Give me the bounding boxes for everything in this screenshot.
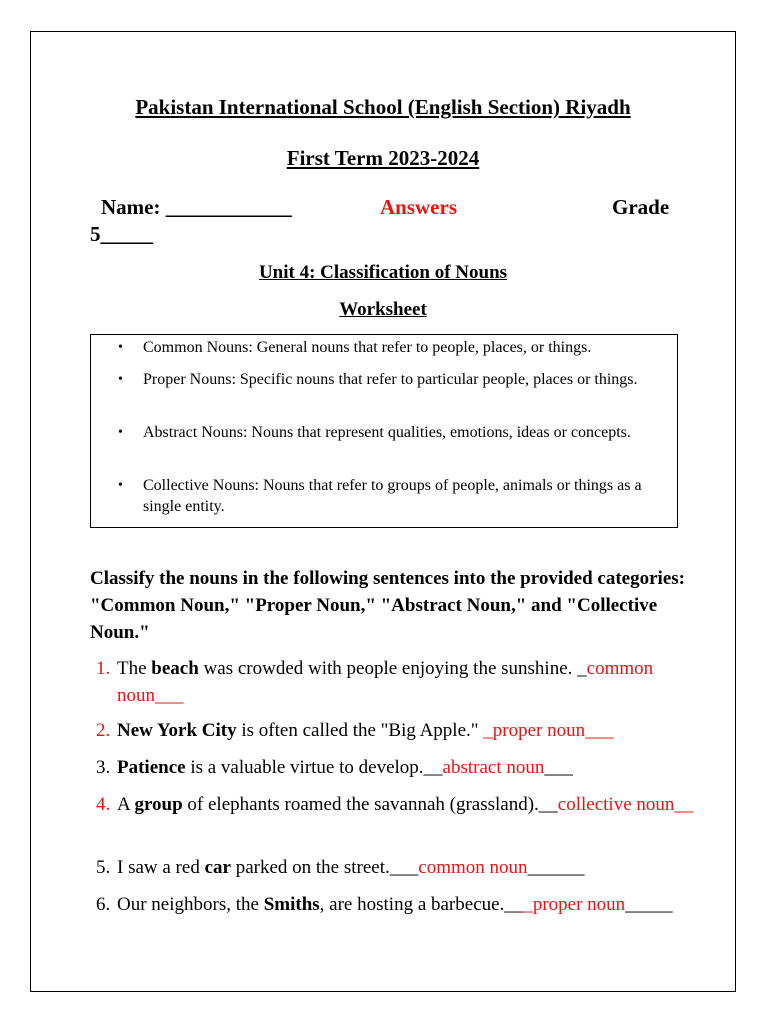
question-answer: common noun___: [117, 658, 654, 706]
definition-item: [118, 423, 663, 444]
definition-text: Proper Nouns: Specific nouns that refer to particular people, places or things.: [143, 371, 638, 388]
definitions-box: [90, 334, 678, 528]
question-text: [117, 655, 717, 709]
question-prefix: The: [117, 658, 152, 679]
definition-item: [118, 476, 663, 517]
definition-item: [118, 370, 663, 391]
bullet-icon: •: [118, 372, 123, 387]
question-noun: Smiths: [263, 894, 320, 915]
question-answer: abstract noun: [442, 757, 545, 778]
question-prefix: A: [117, 794, 135, 815]
question-tail: ___: [544, 757, 573, 778]
grade-value: 5_____: [90, 222, 153, 246]
question-rest: is often called the "Big Apple.": [236, 720, 484, 741]
unit-title: Unit 4: Classification of Nouns: [258, 262, 508, 283]
question-text: [117, 791, 717, 818]
question-answer: _proper noun: [523, 894, 626, 915]
question-text: [117, 717, 717, 744]
question-number: 4.: [96, 794, 111, 815]
question-noun: beach: [151, 658, 199, 679]
bullet-icon: •: [118, 425, 123, 440]
question-number: 2.: [96, 720, 111, 741]
bullet-icon: •: [118, 340, 123, 355]
definition-text: Collective Nouns: Nouns that refer to groups of people, animals or things as a single entity.: [143, 477, 642, 515]
question-number: 3.: [96, 757, 111, 778]
term-title: First Term 2023-2024: [286, 146, 480, 170]
question-answer: common noun: [418, 857, 528, 878]
question-answer: _proper noun___: [483, 720, 614, 741]
question-tail: _____: [625, 894, 673, 915]
question-text: [117, 754, 717, 781]
definition-item: [118, 338, 663, 359]
school-title: Pakistan International School (English Section) Riyadh: [135, 95, 631, 119]
question-noun: Patience: [117, 757, 186, 778]
question-prefix: Our neighbors, the: [117, 894, 264, 915]
question-tail: ______: [527, 857, 585, 878]
worksheet-title: Worksheet: [339, 299, 427, 320]
question-answer: collective noun__: [557, 794, 694, 815]
instructions: Classify the nouns in the following sentences into the provided categories: "Common Noun," "Proper Noun," "Abstract Noun," and "Collective Noun.": [90, 568, 685, 643]
question-rest: parked on the street.___: [230, 857, 419, 878]
definition-text: Common Nouns: General nouns that refer to people, places, or things.: [143, 339, 592, 356]
answers-label: Answers: [380, 195, 457, 219]
question-noun: car: [204, 857, 231, 878]
question-rest: is a valuable virtue to develop.__: [185, 757, 443, 778]
question-rest: , are hosting a barbecue.__: [319, 894, 524, 915]
question-number: 5.: [96, 857, 111, 878]
bullet-icon: •: [118, 478, 123, 493]
grade-label: Grade: [612, 195, 670, 219]
question-rest: was crowded with people enjoying the sunshine. _: [198, 658, 587, 679]
question-noun: group: [134, 794, 183, 815]
question-noun: New York City: [117, 720, 237, 741]
question-prefix: I saw a red: [117, 857, 205, 878]
question-number: 1.: [96, 658, 111, 679]
question-number: 6.: [96, 894, 111, 915]
question-rest: of elephants roamed the savannah (grassland).__: [182, 794, 558, 815]
definition-text: Abstract Nouns: Nouns that represent qualities, emotions, ideas or concepts.: [143, 424, 631, 441]
question-text: [117, 854, 717, 881]
question-text: [117, 891, 717, 918]
name-label: Name: ____________: [101, 195, 292, 219]
